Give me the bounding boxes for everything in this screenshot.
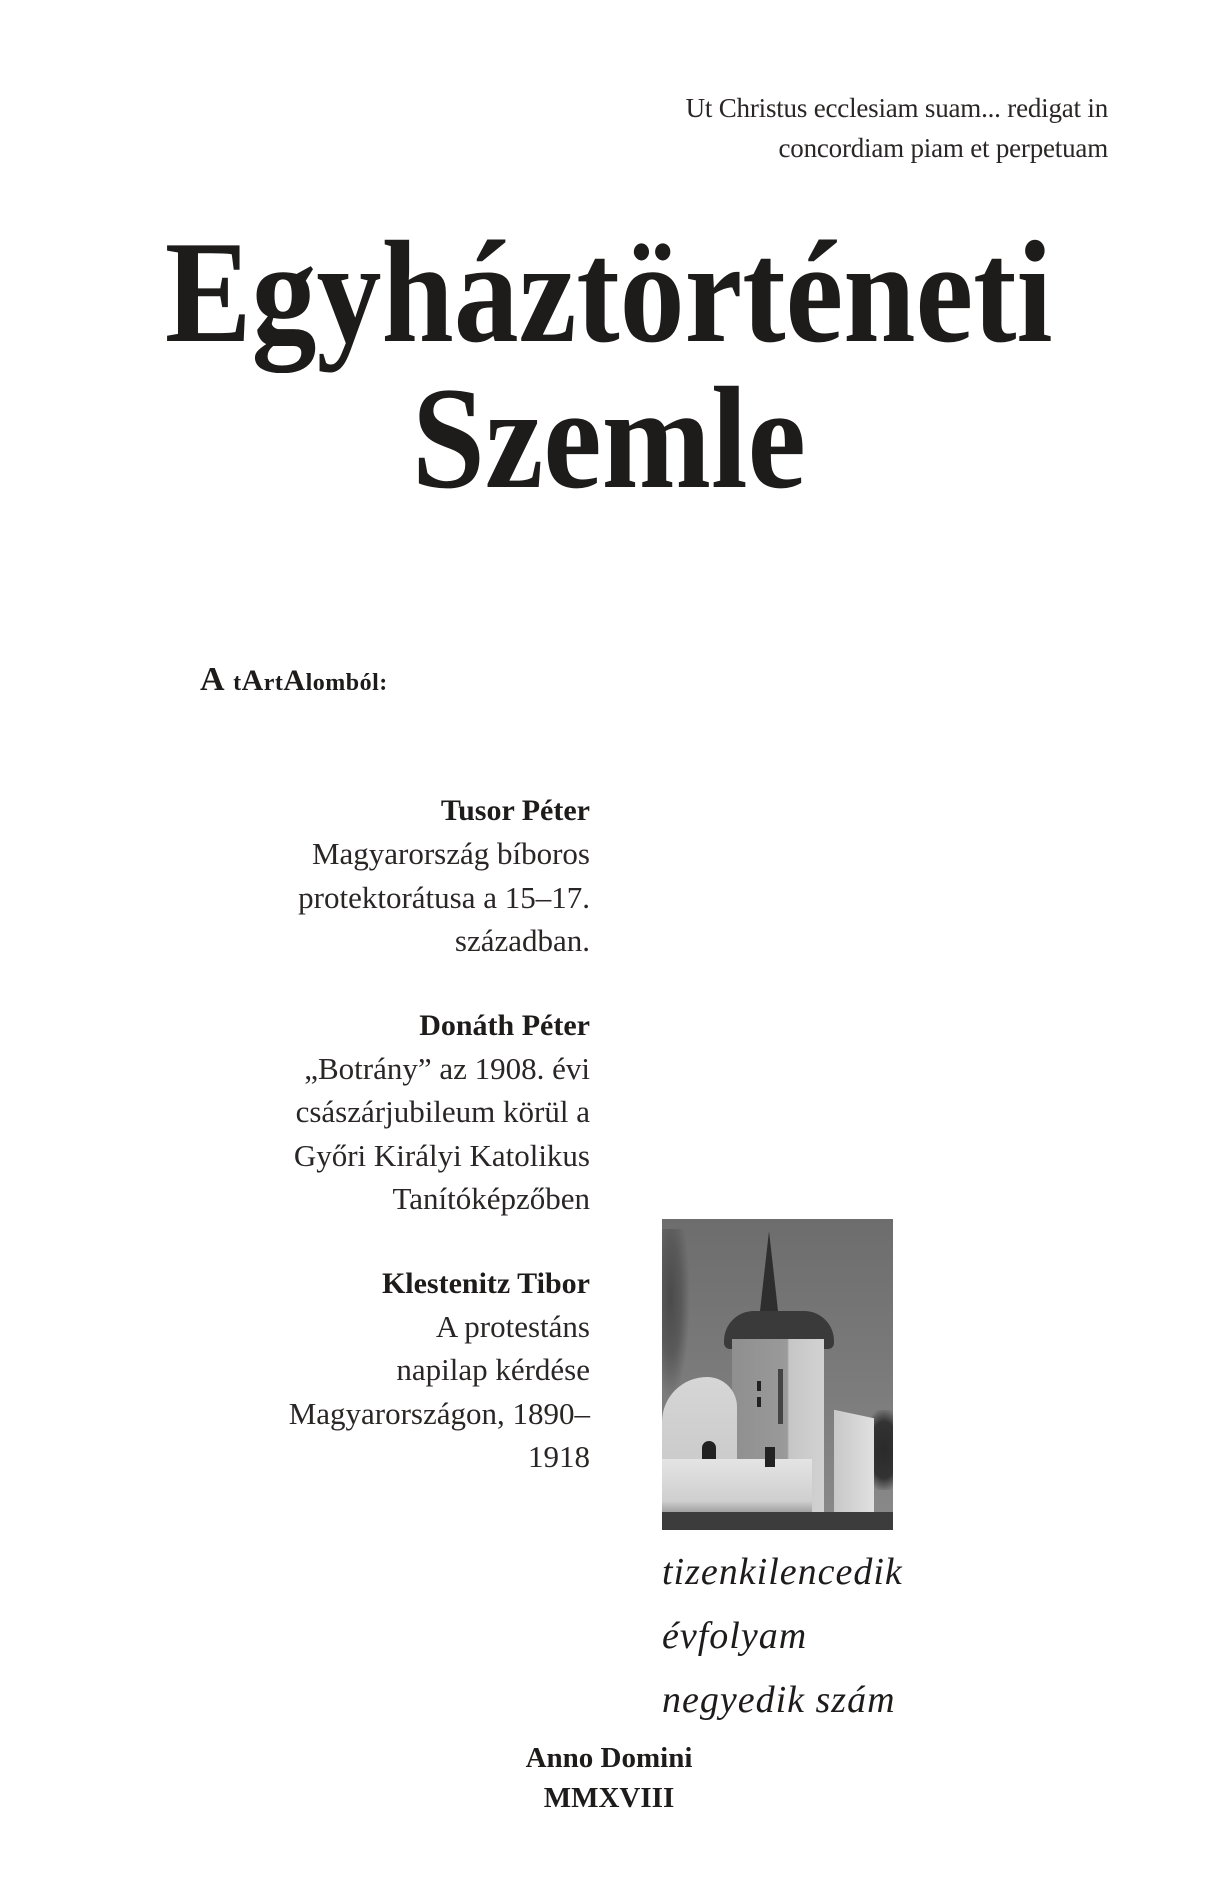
entry-title-line: császárjubileum körül a xyxy=(295,1094,590,1129)
contents-entry xyxy=(150,1263,590,1479)
door-window xyxy=(765,1447,775,1467)
church-tower-photo xyxy=(662,1219,893,1530)
contents-entry xyxy=(150,790,590,963)
entry-title-line: „Botrány” az 1908. évi xyxy=(304,1050,590,1086)
imprint-year xyxy=(0,1738,1218,1818)
entry-title-line: 1918 xyxy=(528,1439,590,1474)
entry-title-line: Magyarországon, 1890– xyxy=(288,1395,590,1431)
issue-info xyxy=(662,1540,903,1732)
entry-author: Tusor Péter xyxy=(440,794,590,827)
journal-title-line-1: Egyháztörténeti xyxy=(165,211,1053,373)
epigraph-line-2: concordiam piam et perpetuam xyxy=(778,133,1108,163)
tower-side-wall xyxy=(834,1410,874,1524)
contents-list xyxy=(150,790,590,1521)
issue-number: negyedik szám xyxy=(662,1679,896,1721)
window xyxy=(757,1381,761,1391)
arched-window xyxy=(702,1441,716,1459)
journal-title-line-2: Szemle xyxy=(411,357,807,519)
volume-ordinal: tizenkilencedik xyxy=(662,1551,903,1593)
contents-entry xyxy=(150,1005,590,1221)
entry-title-line: Magyarország bíboros xyxy=(311,836,590,871)
anno-domini-label: Anno Domini xyxy=(525,1742,693,1774)
entry-title-line: protektorátusa a 15–17. xyxy=(298,879,590,915)
entry-title-line: A protestáns xyxy=(435,1308,590,1344)
volume-label: évfolyam xyxy=(662,1615,808,1657)
entry-author: Klestenitz Tibor xyxy=(381,1266,590,1300)
epigraph-line-1: Ut Christus ecclesiam suam... redigat in xyxy=(685,93,1108,123)
year-roman: MMXVIII xyxy=(543,1782,675,1814)
epigraph xyxy=(560,88,1108,168)
spire xyxy=(760,1231,778,1311)
contents-heading: A tArtAlomból: xyxy=(200,661,388,698)
entry-title-line: Tanítóképzőben xyxy=(392,1181,590,1216)
entry-title-line: században. xyxy=(454,923,590,958)
ground xyxy=(662,1512,893,1530)
entry-title-line: Győri Királyi Katolikus xyxy=(293,1137,590,1173)
tree-left xyxy=(662,1229,690,1399)
window xyxy=(757,1397,761,1407)
entry-title-line: napilap kérdése xyxy=(396,1352,590,1387)
entry-author: Donáth Péter xyxy=(419,1008,590,1042)
tower-slit xyxy=(778,1369,783,1424)
